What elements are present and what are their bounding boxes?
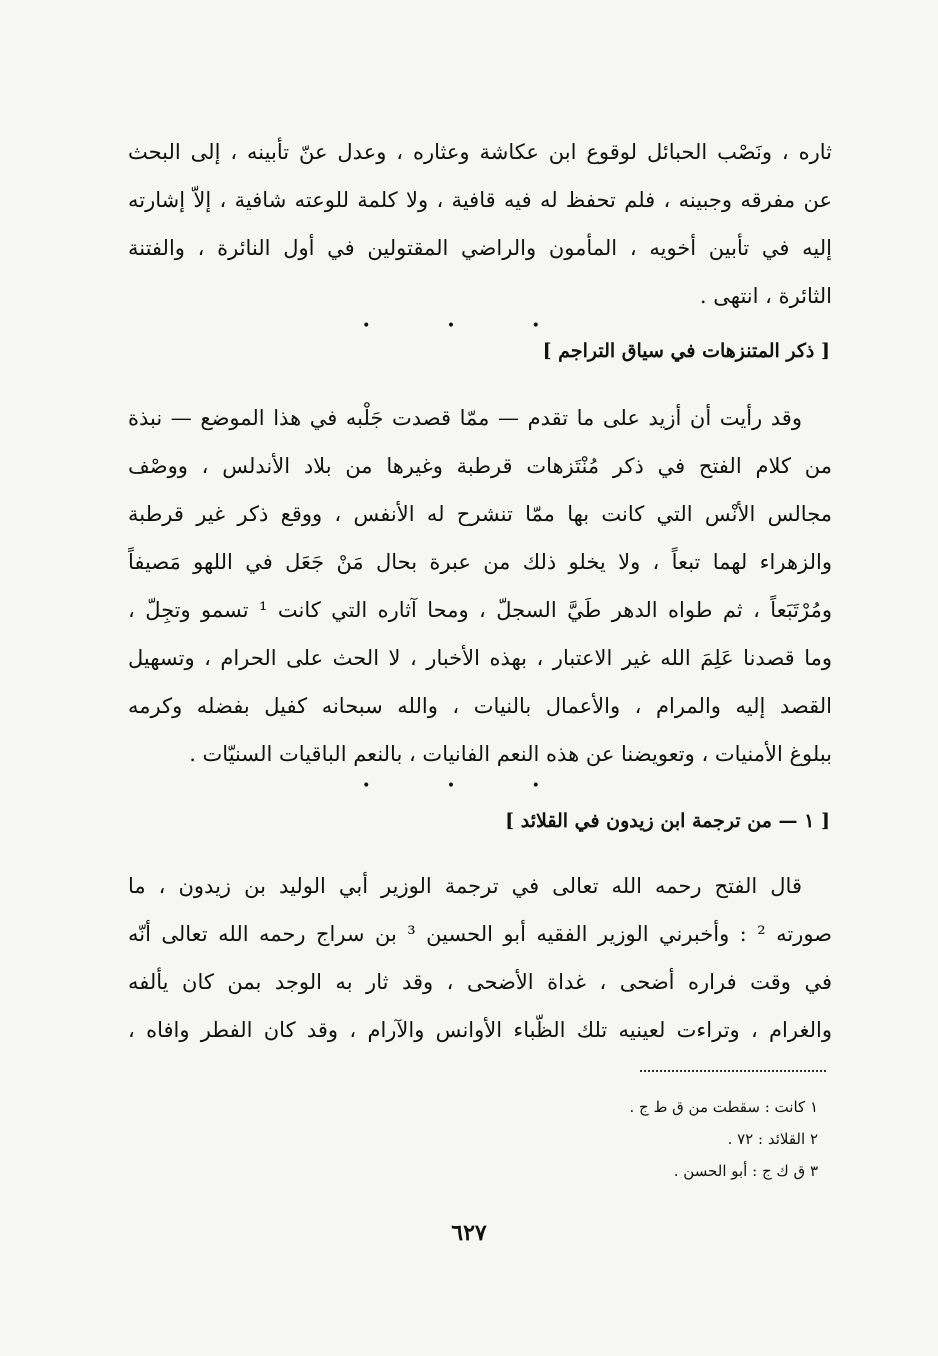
text-line: الثائرة ، انتهى . <box>699 284 832 308</box>
section-heading: [ ١ — من ترجمة ابن زيدون في القلائد ] <box>505 810 830 832</box>
footnote: ٣ ق ك ج : أبو الحسن . <box>673 1162 818 1180</box>
text-line: وما قصدنا عَلِمَ الله غير الاعتبار ، بهذه الأخبار ، لا الحث على الحرام ، وتسهيل <box>128 646 832 670</box>
paragraph-ibn-zaydun <box>128 862 832 1054</box>
text-line: مجالس الأنْس التي كانت بها ممّا تنشرح له الأنفس ، ووقع ذكر غير قرطبة <box>128 502 832 526</box>
text-line: وقد رأيت أن أزيد على ما تقدم — ممّا قصدت جَلْبه في هذا الموضع — نبذة <box>128 406 802 430</box>
text-line: إليه في تأبين أخويه ، المأمون والراضي المقتولين في أول النائرة ، والفتنة <box>128 236 832 260</box>
section-separator: • • • <box>362 778 576 794</box>
section-separator: • • • <box>362 318 576 334</box>
text-line: في وقت فراره أضحى ، غداة الأضحى ، وقد ثار به الوجد بمن كان يألفه <box>128 970 832 994</box>
paragraph-excursions <box>128 394 832 778</box>
text-line: ببلوغ الأمنيات ، وتعويضنا عن هذه النعم الفانيات ، بالنعم الباقيات السنيّات . <box>189 742 832 766</box>
text-line: والغرام ، وتراءت لعينيه تلك الظّباء الأوانس والآرام ، وقد كان الفطر وافاه ، <box>128 1018 832 1042</box>
text-line: قال الفتح رحمه الله تعالى في ترجمة الوزير أبي الوليد بن زيدون ، ما <box>128 874 802 898</box>
text-line: والزهراء لهما تبعاً ، ولا يخلو ذلك من عبرة بحال مَنْ جَعَل في اللهو مَصيفاً <box>128 550 832 574</box>
paragraph-continuation <box>128 128 832 320</box>
footnote-divider <box>640 1070 826 1072</box>
footnote: ٢ القلائد : ٧٢ . <box>727 1130 818 1148</box>
footnote: ١ كانت : سقطت من ق ط ج . <box>629 1098 818 1116</box>
text-line: ثاره ، ونَصْب الحبائل لوقوع ابن عكاشة وعثاره ، وعدل عنّ تأبينه ، إلى البحث <box>128 140 832 164</box>
text-line: ومُرْتَبَعاً ، ثم طواه الدهر طَيَّ السجلّ ، ومحا آثاره التي كانت ¹ تسمو وتجِلّ ، <box>128 598 832 622</box>
text-line: من كلام الفتح في ذكر مُنْتَزهات قرطبة وغيرها من بلاد الأندلس ، ووصْف <box>128 454 832 478</box>
text-line: القصد إليه والمرام ، والأعمال بالنيات ، والله سبحانه كفيل بفضله وكرمه <box>128 694 832 718</box>
text-line: عن مفرقه وجبينه ، فلم تحفظ له فيه قافية ، ولا كلمة للوعته شافية ، إلاّ إشارته <box>128 188 832 212</box>
section-heading: [ ذكر المتنزهات في سياق التراجم ] <box>542 340 830 362</box>
text-line: صورته ² : وأخبرني الوزير الفقيه أبو الحسين ³ بن سراج رحمه الله تعالى أنّه <box>128 922 832 946</box>
page-number: ٦٢٧ <box>451 1220 487 1246</box>
